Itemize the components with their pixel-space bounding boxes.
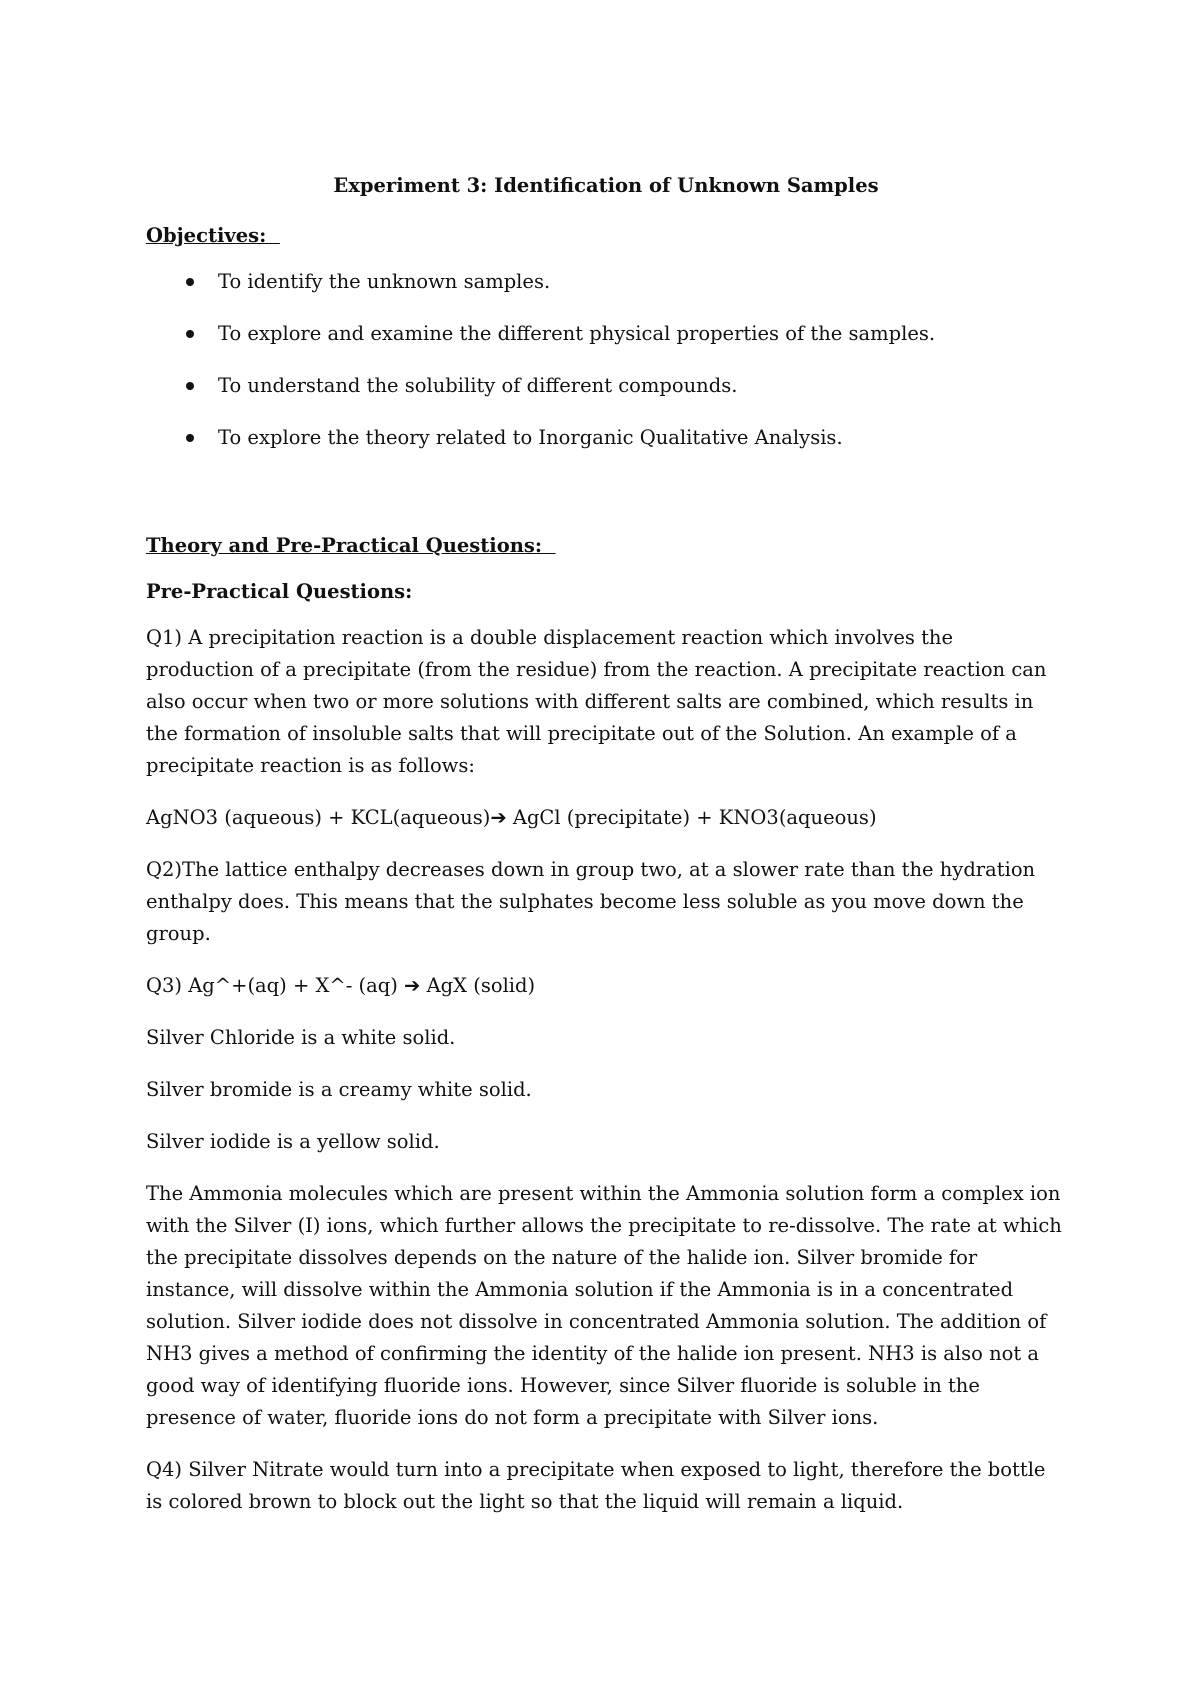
pre-practical-subheading: Pre-Practical Questions: — [146, 580, 413, 603]
objective-item — [146, 266, 1066, 298]
silver-iodide-line: Silver iodide is a yellow solid. — [146, 1130, 440, 1153]
silver-chloride-line: Silver Chloride is a white solid. — [146, 1026, 456, 1049]
section-spacer — [146, 474, 1066, 530]
page-title: Experiment 3: Identification of Unknown Samples — [333, 174, 879, 197]
silver-bromide-line: Silver bromide is a creamy white solid. — [146, 1078, 532, 1101]
objective-text: To understand the solubility of different compounds. — [218, 374, 738, 397]
objective-text: To identify the unknown samples. — [218, 270, 551, 293]
bullet-icon — [186, 382, 194, 390]
objective-item — [146, 370, 1066, 402]
question-1-paragraph: Q1) A precipitation reaction is a double displacement reaction which involves the production of a precipitate (from the residue) from the reaction. A precipitate reaction can also occur when two or more solutions with different salts are combined, which results in the formation of insoluble salts that will precipitate out of the Solution. An example of a precipitate reaction is as follows: — [146, 626, 1047, 777]
objectives-heading: Objectives: — [146, 224, 280, 247]
document-body — [146, 170, 1066, 1538]
question-2-paragraph: Q2)The lattice enthalpy decreases down in group two, at a slower rate than the hydration enthalpy does. This means that the sulphates become less soluble as you move down the group. — [146, 858, 1036, 945]
bullet-icon — [186, 278, 194, 286]
theory-heading: Theory and Pre-Practical Questions: — [146, 534, 556, 557]
objective-text: To explore the theory related to Inorganic Qualitative Analysis. — [218, 426, 843, 449]
bullet-icon — [186, 330, 194, 338]
objectives-list — [146, 266, 1066, 454]
question-3-equation: Q3) Ag^+(aq) + X^- (aq) ➔ AgX (solid) — [146, 974, 536, 997]
objective-item — [146, 422, 1066, 454]
ammonia-paragraph: The Ammonia molecules which are present within the Ammonia solution form a complex ion with the Silver (I) ions, which further allows the precipitate to re-dissolve. The rate at which the precipitate dissolves depends on the nature of the halide ion. Silver bromide for instance, will dissolve within the Ammonia solution if the Ammonia is in a concentrated solution. Silver iodide does not dissolve in concentrated Ammonia solution. The addition of NH3 gives a method of confirming the identity of the halide ion present. NH3 is also not a good way of identifying fluoride ions. However, since Silver fluoride is soluble in the presence of water, fluoride ions do not form a precipitate with Silver ions. — [146, 1182, 1062, 1429]
question-4-paragraph: Q4) Silver Nitrate would turn into a precipitate when exposed to light, therefore the bottle is colored brown to block out the light so that the liquid will remain a liquid. — [146, 1458, 1046, 1513]
bullet-icon — [186, 434, 194, 442]
objective-text: To explore and examine the different physical properties of the samples. — [218, 322, 936, 345]
objective-item — [146, 318, 1066, 350]
equation-line: AgNO3 (aqueous) + KCL(aqueous)➔ AgCl (precipitate) + KNO3(aqueous) — [146, 806, 877, 829]
